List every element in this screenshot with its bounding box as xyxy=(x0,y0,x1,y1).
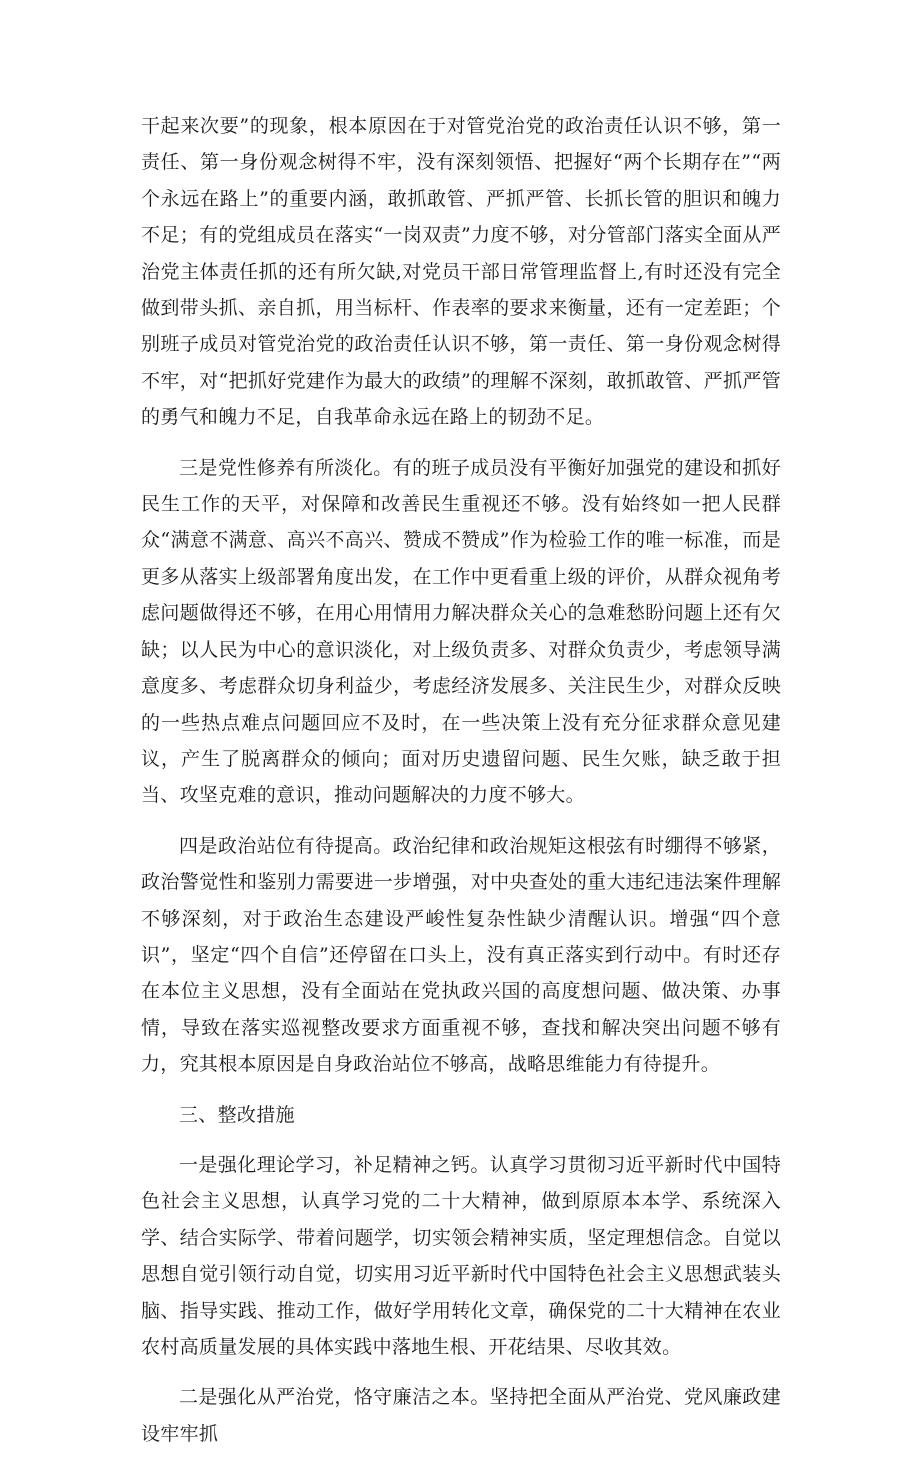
paragraph-1: 干起来次要”的现象，根本原因在于对管党治党的政治责任认识不够，第一责任、第一身份观念树得不牢，没有深刻领悟、把握好“两个长期存在”“两个永远在路上”的重要内涵，敢抓敢管、严抓严管、长抓长管的胆识和魄力不足；有的党组成员在落实“一岗双责”力度不够，对分管部门落实全面从严治党主体责任抓的还有所欠缺,对党员干部日常管理监督上,有时还没有完全做到带头抓、亲自抓，用当标杆、作表率的要求来衡量，还有一定差距；个别班子成员对管党治党的政治责任认识不够，第一责任、第一身份观念树得不牢，对“把抓好党建作为最大的政绩”的理解不深刻，敢抓敢管、严抓严管的勇气和魄力不足，自我革命永远在路上的韧劲不足。 xyxy=(141,115,781,429)
document-body xyxy=(141,108,781,1466)
paragraph-5: 一是强化理论学习，补足精神之钙。认真学习贯彻习近平新时代中国特色社会主义思想，认真学习党的二十大精神，做到原原本本学、系统深入学、结合实际学、带着问题学，切实领会精神实质，坚定理想信念。自觉以思想自觉引领行动自觉，切实用习近平新时代中国特色社会主义思想武装头脑、指导实践、推动工作，做好学用转化文章，确保党的二十大精神在农业农村高质量发展的具体实践中落地生根、开花结果、尽收其效。 xyxy=(141,1153,781,1358)
paragraph-3: 四是政治站位有待提高。政治纪律和政治规矩这根弦有时绷得不够紧，政治警觉性和鉴别力需要进一步增强，对中央查处的重大违纪违法案件理解不够深刻，对于政治生态建设严峻性复杂性缺少清醒认识。增强“四个意识”，坚定“四个自信”还停留在口头上，没有真正落实到行动中。有时还存在本位主义思想，没有全面站在党执政兴国的高度想问题、做决策、办事情，导致在落实巡视整改要求方面重视不够，查找和解决突出问题不够有力，究其根本原因是自身政治站位不够高，战略思维能力有待提升。 xyxy=(141,834,781,1076)
paragraph-6: 二是强化从严治党，恪守廉洁之本。坚持把全面从严治党、党风廉政建设牢牢抓 xyxy=(141,1386,781,1445)
section-heading-rectification: 三、整改措施 xyxy=(179,1103,295,1126)
paragraph-2: 三是党性修养有所淡化。有的班子成员没有平衡好加强党的建设和抓好民生工作的天平，对保障和改善民生重视还不够。没有始终如一把人民群众“满意不满意、高兴不高兴、赞成不赞成”作为检验工作的唯一标准，而是更多从落实上级部署角度出发，在工作中更看重上级的评价，从群众视角考虑问题做得还不够，在用心用情用力解决群众关心的急难愁盼问题上还有欠缺；以人民为中心的意识淡化，对上级负责多、对群众负责少，考虑领导满意度多、考虑群众切身利益少，考虑经济发展多、关注民生少，对群众反映的一些热点难点问题回应不及时，在一些决策上没有充分征求群众意见建议，产生了脱离群众的倾向；面对历史遗留问题、民生欠账，缺乏敢于担当、攻坚克难的意识，推动问题解决的力度不够大。 xyxy=(141,456,781,807)
